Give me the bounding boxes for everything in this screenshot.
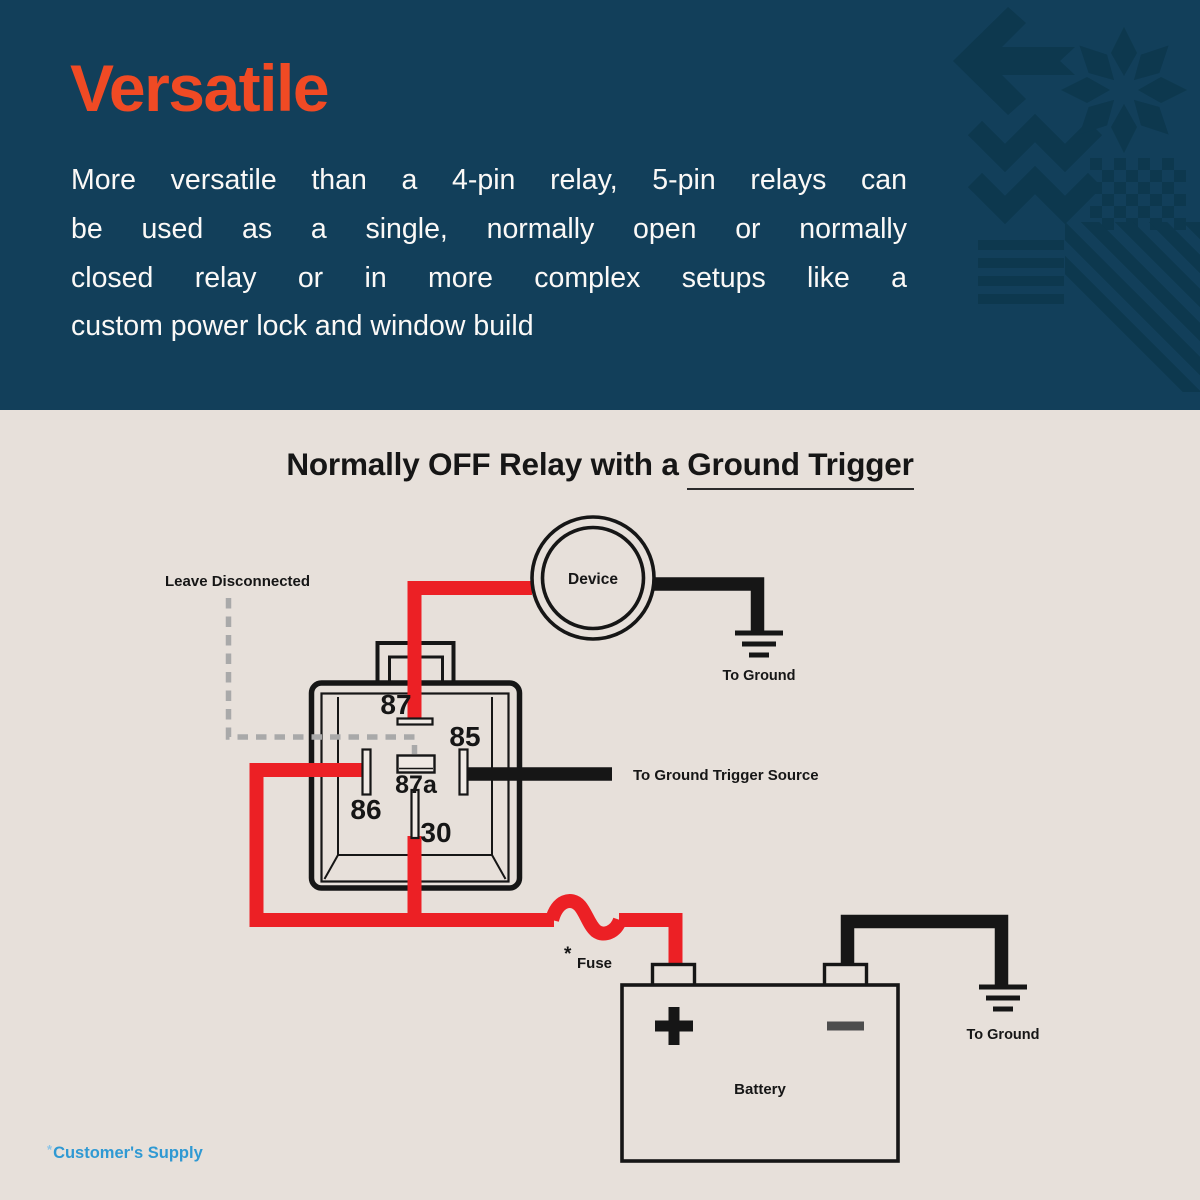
- trigger-source-label: To Ground Trigger Source: [633, 767, 819, 784]
- footnote-asterisk: *: [47, 1142, 53, 1157]
- diagram-title: [0, 446, 1200, 483]
- to-ground-device-label: To Ground: [722, 668, 796, 684]
- black-wire-device-ground: [652, 584, 758, 631]
- battery-positive-terminal: [653, 965, 695, 986]
- diagram-title-text: Normally OFF Relay with a: [286, 446, 688, 482]
- fuse-squiggle: [552, 901, 620, 934]
- stripes-icon: [978, 240, 1064, 304]
- paragraph-line: More versatile than a 4-pin relay, 5-pin relays can: [71, 164, 907, 196]
- black-wire-battery-ground: [848, 922, 1002, 988]
- battery-minus-symbol: [827, 1022, 864, 1031]
- header-banner: [0, 0, 1200, 410]
- battery-icon: [622, 965, 898, 1162]
- zigzag-chevrons-icon: [975, 128, 1095, 210]
- battery-body: [622, 985, 898, 1161]
- leave-disconnected-label: Leave Disconnected: [165, 573, 311, 590]
- pin-30-label: 30: [420, 817, 452, 848]
- to-ground-battery-label: To Ground: [966, 1027, 1040, 1043]
- ground-symbol-battery: [979, 987, 1027, 1009]
- star-icon: [1061, 27, 1187, 153]
- page-title: Versatile: [70, 51, 329, 125]
- fuse-asterisk: *: [564, 944, 572, 965]
- pin-87-label: 87: [380, 689, 412, 720]
- arrow-icon: [953, 7, 1075, 115]
- header-paragraph: [71, 156, 907, 351]
- pin-87a-label: 87a: [395, 771, 437, 799]
- wiring-diagram: [0, 500, 1200, 1200]
- checkerboard-icon: [1090, 158, 1186, 230]
- pin-86-slot: [363, 750, 371, 795]
- battery-negative-terminal: [825, 965, 867, 986]
- footnote-text: Customer's Supply: [53, 1144, 203, 1162]
- diagram-title-underlined: Ground Trigger: [687, 446, 913, 490]
- paragraph-line: custom power lock and window build: [71, 310, 534, 343]
- pin-86-label: 86: [350, 794, 382, 825]
- battery-label: Battery: [734, 1081, 786, 1098]
- device-label: Device: [568, 571, 618, 588]
- footnote: [47, 1144, 203, 1163]
- pin-85-label: 85: [449, 721, 481, 752]
- paragraph-line: closed relay or in more complex setups like a: [71, 261, 907, 294]
- decorative-quilt-pattern-icon: [950, 0, 1200, 400]
- pin-87a-slot: [398, 756, 435, 773]
- pin-85-slot: [460, 750, 468, 795]
- paragraph-line: be used as a single, normally open or normally: [71, 212, 907, 245]
- fuse-label: Fuse: [577, 955, 613, 972]
- ground-symbol-device: [735, 633, 783, 655]
